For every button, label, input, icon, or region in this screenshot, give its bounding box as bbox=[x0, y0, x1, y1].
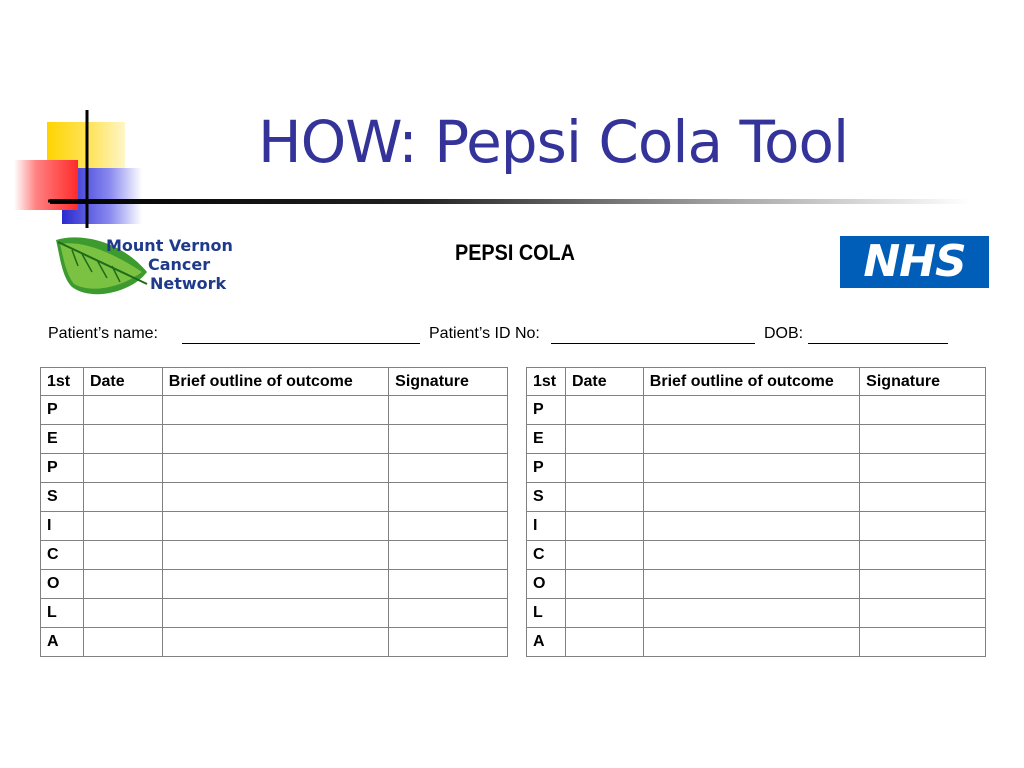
outcome-cell[interactable] bbox=[643, 396, 859, 425]
outcome-cell[interactable] bbox=[162, 483, 388, 512]
table-row bbox=[527, 425, 986, 454]
outcome-cell[interactable] bbox=[643, 425, 859, 454]
table-row bbox=[527, 628, 986, 657]
outcome-cell[interactable] bbox=[162, 454, 388, 483]
pepsi-cola-table-right bbox=[526, 367, 986, 657]
column-header: 1st bbox=[41, 368, 84, 396]
signature-cell[interactable] bbox=[860, 454, 986, 483]
signature-cell[interactable] bbox=[860, 512, 986, 541]
table-header-row bbox=[527, 368, 986, 396]
signature-cell[interactable] bbox=[860, 396, 986, 425]
signature-cell[interactable] bbox=[389, 628, 508, 657]
date-cell[interactable] bbox=[565, 570, 643, 599]
date-cell[interactable] bbox=[565, 512, 643, 541]
date-cell[interactable] bbox=[83, 570, 162, 599]
row-letter: P bbox=[527, 454, 566, 483]
date-cell[interactable] bbox=[565, 425, 643, 454]
patient-name-label: Patient’s name: bbox=[48, 325, 158, 342]
table-header-row bbox=[41, 368, 508, 396]
outcome-cell[interactable] bbox=[162, 599, 388, 628]
row-letter: S bbox=[527, 483, 566, 512]
table-row bbox=[527, 396, 986, 425]
row-letter: L bbox=[41, 599, 84, 628]
form-heading: PEPSI COLA bbox=[455, 240, 575, 265]
date-cell[interactable] bbox=[83, 396, 162, 425]
signature-cell[interactable] bbox=[860, 483, 986, 512]
row-letter: E bbox=[527, 425, 566, 454]
patient-id-field[interactable] bbox=[551, 343, 755, 344]
row-letter: I bbox=[41, 512, 84, 541]
nhs-logo: NHS bbox=[840, 236, 989, 288]
mv-line-1: Mount Vernon bbox=[106, 236, 233, 255]
date-cell[interactable] bbox=[83, 454, 162, 483]
signature-cell[interactable] bbox=[389, 512, 508, 541]
date-cell[interactable] bbox=[83, 512, 162, 541]
column-header: Date bbox=[83, 368, 162, 396]
table-row bbox=[41, 599, 508, 628]
table-row bbox=[41, 454, 508, 483]
patient-name-field[interactable] bbox=[182, 343, 420, 344]
dob-field[interactable] bbox=[808, 343, 948, 344]
date-cell[interactable] bbox=[565, 541, 643, 570]
date-cell[interactable] bbox=[83, 483, 162, 512]
date-cell[interactable] bbox=[83, 541, 162, 570]
column-header: Brief outline of outcome bbox=[162, 368, 388, 396]
mount-vernon-logo bbox=[52, 232, 237, 304]
outcome-cell[interactable] bbox=[643, 570, 859, 599]
row-letter: O bbox=[41, 570, 84, 599]
row-letter: C bbox=[41, 541, 84, 570]
signature-cell[interactable] bbox=[389, 483, 508, 512]
table-row bbox=[527, 454, 986, 483]
dob-label: DOB: bbox=[764, 325, 804, 342]
outcome-cell[interactable] bbox=[643, 628, 859, 657]
row-letter: P bbox=[41, 454, 84, 483]
outcome-cell[interactable] bbox=[162, 425, 388, 454]
row-letter: P bbox=[527, 396, 566, 425]
row-letter: I bbox=[527, 512, 566, 541]
row-letter: A bbox=[41, 628, 84, 657]
mv-line-3: Network bbox=[150, 274, 227, 293]
row-letter: E bbox=[41, 425, 84, 454]
outcome-cell[interactable] bbox=[162, 628, 388, 657]
outcome-cell[interactable] bbox=[643, 483, 859, 512]
date-cell[interactable] bbox=[565, 599, 643, 628]
table-row bbox=[527, 599, 986, 628]
table-row bbox=[41, 425, 508, 454]
date-cell[interactable] bbox=[565, 628, 643, 657]
signature-cell[interactable] bbox=[860, 541, 986, 570]
column-header: Brief outline of outcome bbox=[643, 368, 859, 396]
date-cell[interactable] bbox=[565, 396, 643, 425]
outcome-cell[interactable] bbox=[643, 512, 859, 541]
pepsi-cola-table-left bbox=[40, 367, 508, 657]
outcome-cell[interactable] bbox=[643, 599, 859, 628]
table-row bbox=[41, 541, 508, 570]
signature-cell[interactable] bbox=[389, 425, 508, 454]
signature-cell[interactable] bbox=[860, 425, 986, 454]
column-header: Signature bbox=[389, 368, 508, 396]
row-letter: O bbox=[527, 570, 566, 599]
column-header: 1st bbox=[527, 368, 566, 396]
signature-cell[interactable] bbox=[389, 570, 508, 599]
signature-cell[interactable] bbox=[389, 541, 508, 570]
signature-cell[interactable] bbox=[389, 396, 508, 425]
table-row bbox=[527, 541, 986, 570]
date-cell[interactable] bbox=[565, 483, 643, 512]
date-cell[interactable] bbox=[83, 425, 162, 454]
signature-cell[interactable] bbox=[389, 454, 508, 483]
row-letter: C bbox=[527, 541, 566, 570]
signature-cell[interactable] bbox=[389, 599, 508, 628]
table-row bbox=[41, 396, 508, 425]
table-row bbox=[527, 512, 986, 541]
column-header: Signature bbox=[860, 368, 986, 396]
signature-cell[interactable] bbox=[860, 628, 986, 657]
row-letter: A bbox=[527, 628, 566, 657]
row-letter: S bbox=[41, 483, 84, 512]
outcome-cell[interactable] bbox=[162, 541, 388, 570]
date-cell[interactable] bbox=[83, 628, 162, 657]
table-row bbox=[41, 483, 508, 512]
outcome-cell[interactable] bbox=[162, 570, 388, 599]
date-cell[interactable] bbox=[83, 599, 162, 628]
outcome-cell[interactable] bbox=[162, 396, 388, 425]
table-row bbox=[41, 512, 508, 541]
decorative-squares bbox=[0, 0, 150, 240]
signature-cell[interactable] bbox=[860, 570, 986, 599]
title-divider bbox=[50, 199, 970, 204]
row-letter: P bbox=[41, 396, 84, 425]
outcome-cell[interactable] bbox=[643, 541, 859, 570]
signature-cell[interactable] bbox=[860, 599, 986, 628]
table-row bbox=[527, 570, 986, 599]
patient-id-label: Patient’s ID No: bbox=[429, 325, 540, 342]
slide-title: HOW: Pepsi Cola Tool bbox=[258, 108, 849, 176]
column-header: Date bbox=[565, 368, 643, 396]
row-letter: L bbox=[527, 599, 566, 628]
table-row bbox=[41, 628, 508, 657]
table-row bbox=[41, 570, 508, 599]
table-row bbox=[527, 483, 986, 512]
outcome-cell[interactable] bbox=[643, 454, 859, 483]
mv-line-2: Cancer bbox=[148, 255, 211, 274]
outcome-cell[interactable] bbox=[162, 512, 388, 541]
date-cell[interactable] bbox=[565, 454, 643, 483]
